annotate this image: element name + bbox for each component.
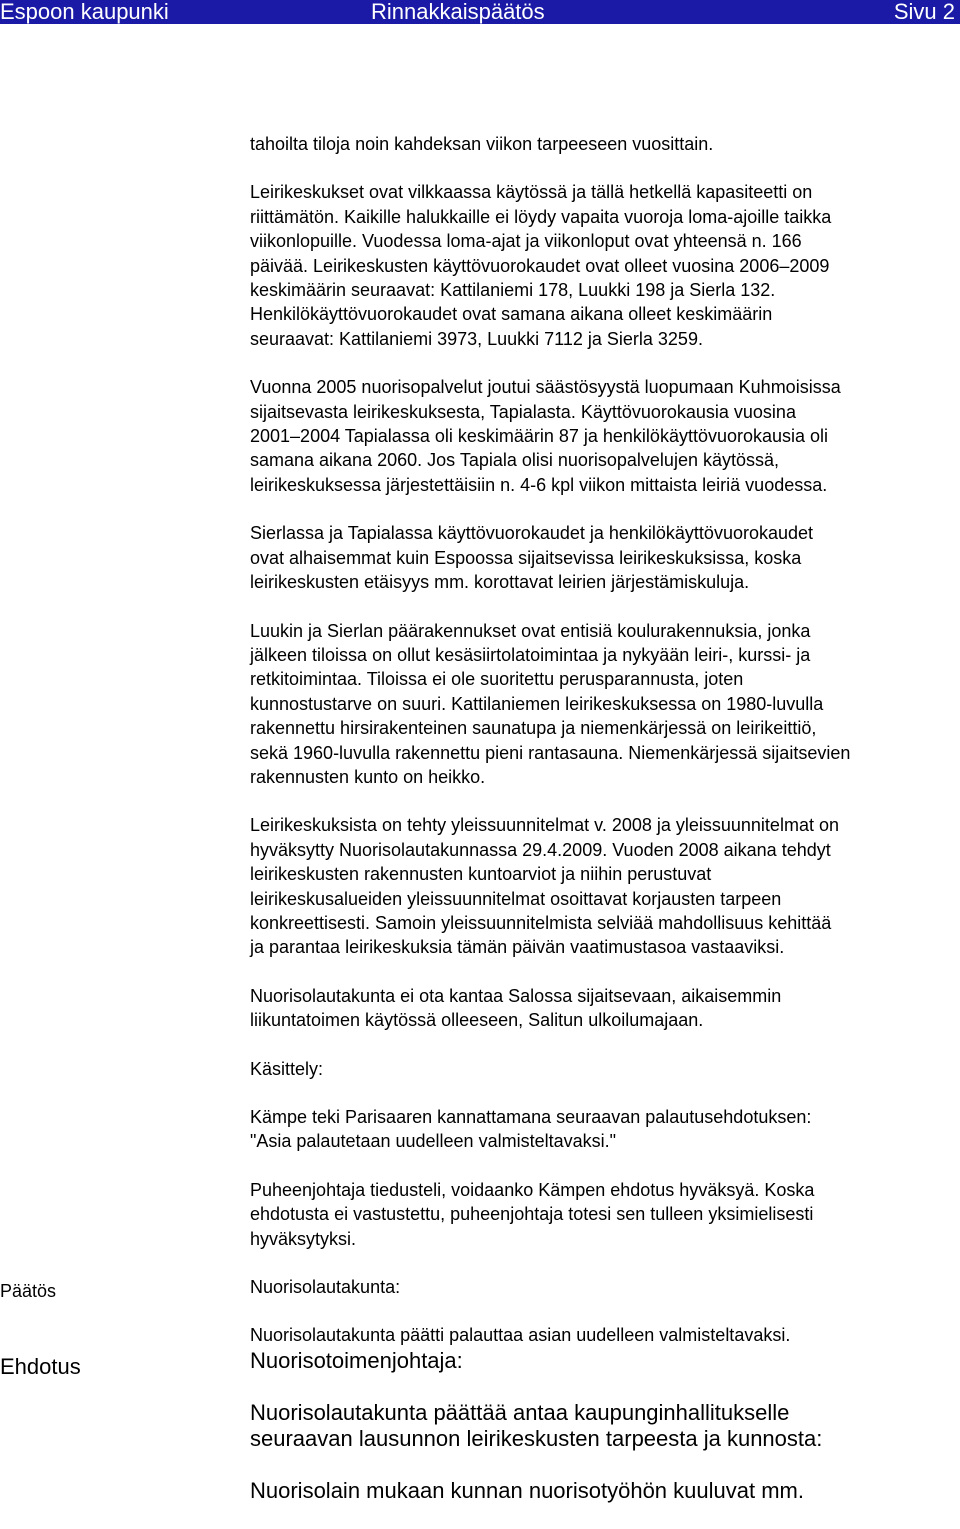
paragraph-4: Sierlassa ja Tapialassa käyttövuorokaudet ja henkilökäyttövuorokaudet ovat alhaisemmat kuin Espoossa sijaitsevissa leirikeskuksissa, koska leirikeskusten etäisyys mm. korottavat leirien järjestämiskuluja. bbox=[250, 523, 814, 593]
nuorisolautakunta-heading: Nuorisolautakunta: bbox=[250, 1277, 401, 1298]
paragraph-6: Leirikeskuksista on tehty yleissuunnitelmat v. 2008 ja yleissuunnitelmat on hyväksytty Nuorisolautakunnassa 29.4.2009. Vuoden 2008 aikana tehdyt leirikeskusten rakennusten kuntoarviot ja niihin perustuvat leirikeskusalueiden yleissuunnitelmat osoittavat korjausten tarpeen konkreettisesti. Samoin yleissuunnitelmista selviää mahdollisuus kehittää ja parantaa leirikeskuksia tämän päivän vaatimustasoa vastaaviksi. bbox=[250, 815, 839, 958]
nuorisotoimenjohtaja-heading: Nuorisotoimenjohtaja: bbox=[250, 1347, 463, 1373]
paragraph-3: Vuonna 2005 nuorisopalvelut joutui säästösyystä luopumaan Kuhmoisissa sijaitsevasta leirikeskuksesta, Tapialasta. Käyttövuorokausia vuosina 2001–2004 Tapialassa oli keskimäärin 87 ja henkilökäyttövuorokausia oli samana aikana 2060. Jos Tapiala olisi nuorisopalvelujen käytössä, leirikeskuksessa järjestettäisiin n. 4-6 kpl viikon mittaista leiriä vuodessa. bbox=[250, 377, 841, 495]
side-label-ehdotus: Ehdotus bbox=[0, 1354, 81, 1379]
paragraph-7: Nuorisolautakunta ei ota kantaa Salossa sijaitsevaan, aikaisemmin liikuntatoimen käytössä olleeseen, Salitun ulkoilumajaan. bbox=[250, 985, 782, 1031]
paragraph-5: Luukin ja Sierlan päärakennukset ovat entisiä koulurakennuksia, jonka jälkeen tiloissa on ollut kesäsiirtolatoimintaa ja nykyään leiri-, kurssi- ja retkitoimintaa. Tiloissa ei ole suoritettu perusparannusta, joten kunnostustarve on suuri. Kattilaniemen leirikeskuksessa on 1980-luvulla rakennettu hirsirakenteinen saunatupa ja niemenkärjessä on leirikeittiö, sekä 1960-luvulla rakennettu pieni rantasauna. Niemenkärjessä sijaitsevien rakennusten kunto on heikko. bbox=[250, 620, 851, 787]
kasittely-heading: Käsittely: bbox=[250, 1058, 324, 1079]
closing-text: Nuorisolain mukaan kunnan nuorisotyöhön kuuluvat mm. bbox=[250, 1477, 804, 1503]
header-page-number: Sivu 2 bbox=[893, 0, 955, 24]
document-header bbox=[0, 0, 960, 24]
paragraph-1: tahoilta tiloja noin kahdeksan viikon tarpeeseen vuosittain. bbox=[250, 134, 714, 154]
header-document-type: Rinnakkaispäätös bbox=[371, 0, 545, 24]
paragraph-10: Puheenjohtaja tiedusteli, voidaanko Kämpen ehdotus hyväksyä. Koska ehdotusta ei vastustettu, puheenjohtaja totesi sen tulleen yksimielisesti hyväksytyksi. bbox=[250, 1179, 815, 1249]
header-city: Espoon kaupunki bbox=[0, 0, 169, 24]
side-label-paatos: Päätös bbox=[0, 1281, 57, 1301]
decision-text: Nuorisolautakunta päätti palauttaa asian uudelleen valmisteltavaksi. bbox=[250, 1325, 791, 1346]
paragraph-9: Kämpe teki Parisaaren kannattamana seuraavan palautusehdotuksen: "Asia palautetaan uudelleen valmisteltavaksi." bbox=[250, 1107, 812, 1152]
paragraph-2: Leirikeskukset ovat vilkkaassa käytössä ja tällä hetkellä kapasiteetti on riittämätön. Kaikille halukkaille ei löydy vapaita vuoroja loma-ajoille taikka viikonlopuille. Vuodessa loma-ajat ja viikonloput ovat yhteensä n. 166 päivää. Leirikeskusten käyttövuorokaudet ovat olleet vuosina 2006–2009 keskimäärin seuraavat: Kattilaniemi 178, Luukki 198 ja Sierla 132. Henkilökäyttövuorokaudet ovat samana aikana olleet keskimäärin seuraavat: Kattilaniemi 3973, Luukki 7112 ja Sierla 3259. bbox=[250, 182, 832, 349]
proposal-text: Nuorisolautakunta päättää antaa kaupunginhallitukselle seuraavan lausunnon leirikeskusten tarpeesta ja kunnosta: bbox=[250, 1399, 823, 1451]
document-body bbox=[250, 132, 956, 1504]
